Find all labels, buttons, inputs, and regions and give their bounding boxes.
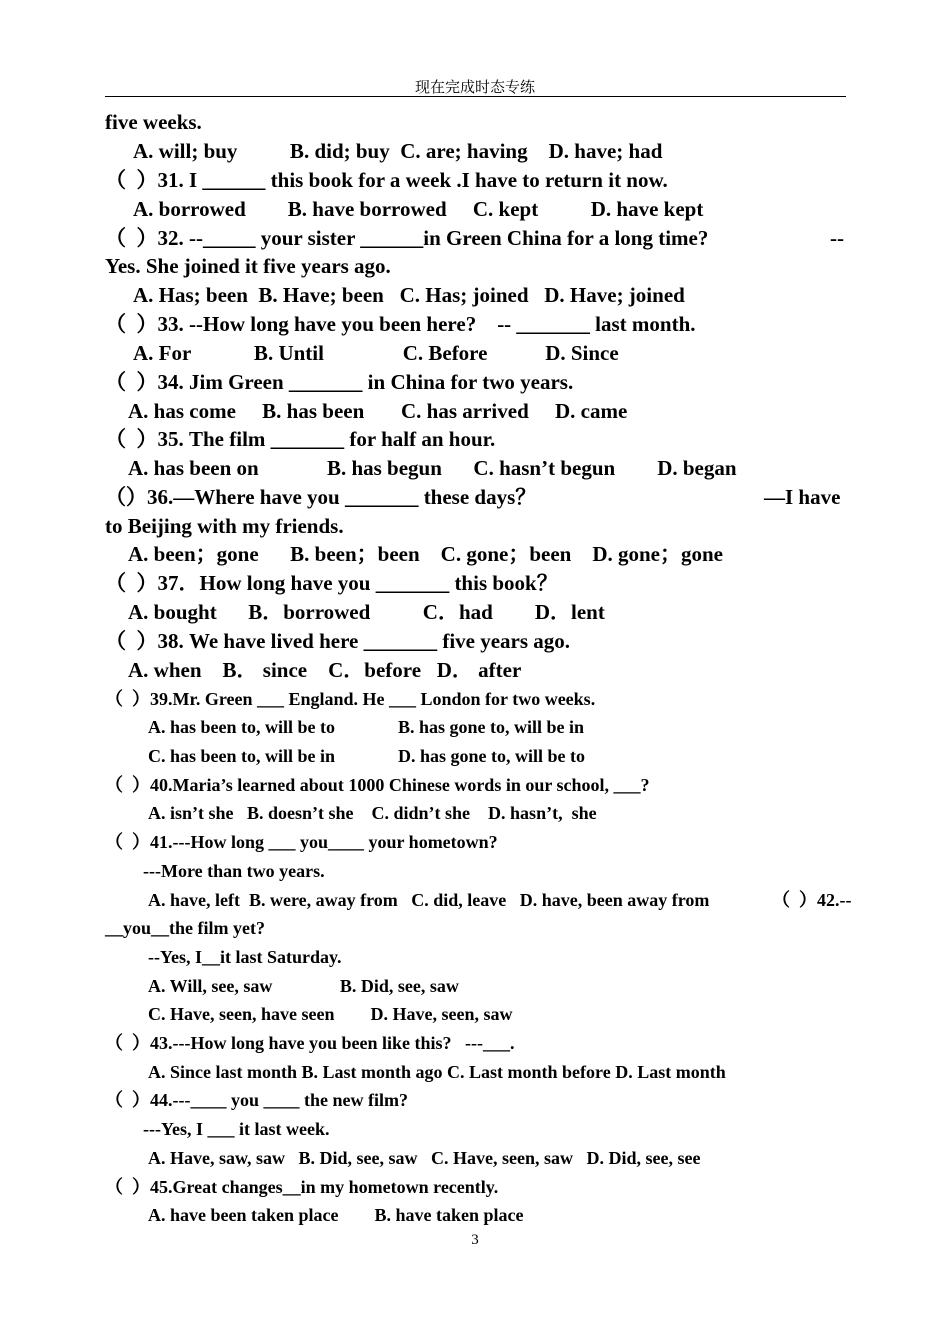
options-line: A. bought B．borrowed C．had D．lent xyxy=(128,600,605,624)
page-number: 3 xyxy=(471,1232,479,1248)
options-line: A. Will, see, saw B. Did, see, saw xyxy=(148,976,459,996)
text-line: Yes. She joined it five years ago. xyxy=(105,254,391,278)
options-line: C. has been to, will be in D. has gone to, will be to xyxy=(148,746,586,766)
question-35: （ ）35. The film _______ for half an hour. xyxy=(105,427,496,451)
options-line: A. will; buy B. did; buy C. are; having D. have; had xyxy=(133,139,663,163)
page-header: 现在完成时态专练 xyxy=(414,78,535,96)
text-fragment: -- xyxy=(830,226,844,250)
options-line: A. Has; been B. Have; been C. Has; joined D. Have; joined xyxy=(133,283,685,307)
options-line: A. have, left B. were, away from C. did, leave D. have, been away from xyxy=(148,890,710,910)
options-line: A. has been to, will be to B. has gone to, will be in xyxy=(148,717,585,737)
question-36: （）36.—Where have you _______ these days？ xyxy=(105,485,537,509)
text-fragment: —I have xyxy=(764,485,841,509)
options-line: A. when B． since C．before D． after xyxy=(128,658,522,682)
options-line: A. Since last month B. Last month ago C. Last month before D. Last month xyxy=(148,1062,726,1082)
text-line: __you__the film yet? xyxy=(105,918,265,938)
question-41: （ ）41.---How long ___ you____ your hometown? xyxy=(105,832,498,852)
options-line: A. isn’t she B. doesn’t she C. didn’t she D. hasn’t, she xyxy=(148,803,597,823)
text-line: --Yes, I__it last Saturday. xyxy=(148,947,342,967)
options-line: C. Have, seen, have seen D. Have, seen, saw xyxy=(148,1004,513,1024)
options-line: A. For B. Until C. Before D. Since xyxy=(133,341,619,365)
question-33: （ ）33. --How long have you been here? -- _______ last month. xyxy=(105,312,696,336)
options-line: A. Have, saw, saw B. Did, see, saw C. Have, seen, saw D. Did, see, see xyxy=(148,1148,701,1168)
question-43: （ ）43.---How long have you been like this? ---___. xyxy=(105,1033,515,1053)
question-42: （ ）42.-- xyxy=(772,890,852,910)
text-line: ---More than two years. xyxy=(143,861,325,881)
text-line: ---Yes, I ___ it last week. xyxy=(143,1119,330,1139)
text-line: to Beijing with my friends. xyxy=(105,514,344,538)
question-44: （ ）44.---____ you ____ the new film? xyxy=(105,1090,408,1110)
question-38: （ ）38. We have lived here _______ five years ago. xyxy=(105,629,571,653)
options-line: A. been；gone B. been；been C. gone；been D. gone；gone xyxy=(128,542,724,566)
question-39: （ ）39.Mr. Green ___ England. He ___ London for two weeks. xyxy=(105,689,596,709)
question-31: （ ）31. I ______ this book for a week .I have to return it now. xyxy=(105,168,668,192)
question-34: （ ）34. Jim Green _______ in China for two years. xyxy=(105,370,574,394)
question-45: （ ）45.Great changes__in my hometown recently. xyxy=(105,1177,499,1197)
question-37: （ ）37．How long have you _______ this book？ xyxy=(105,571,558,595)
options-line: A. have been taken place B. have taken place xyxy=(148,1205,524,1225)
text-line: five weeks. xyxy=(105,110,202,134)
question-32: （ ）32. --_____ your sister ______in Green China for a long time? xyxy=(105,226,709,250)
options-line: A. has come B. has been C. has arrived D. came xyxy=(128,399,628,423)
options-line: A. borrowed B. have borrowed C. kept D. have kept xyxy=(133,197,704,221)
question-40: （ ）40.Maria’s learned about 1000 Chinese words in our school, ___? xyxy=(105,775,650,795)
options-line: A. has been on B. has begun C. hasn’t begun D. began xyxy=(128,456,737,480)
header-rule xyxy=(105,96,846,97)
